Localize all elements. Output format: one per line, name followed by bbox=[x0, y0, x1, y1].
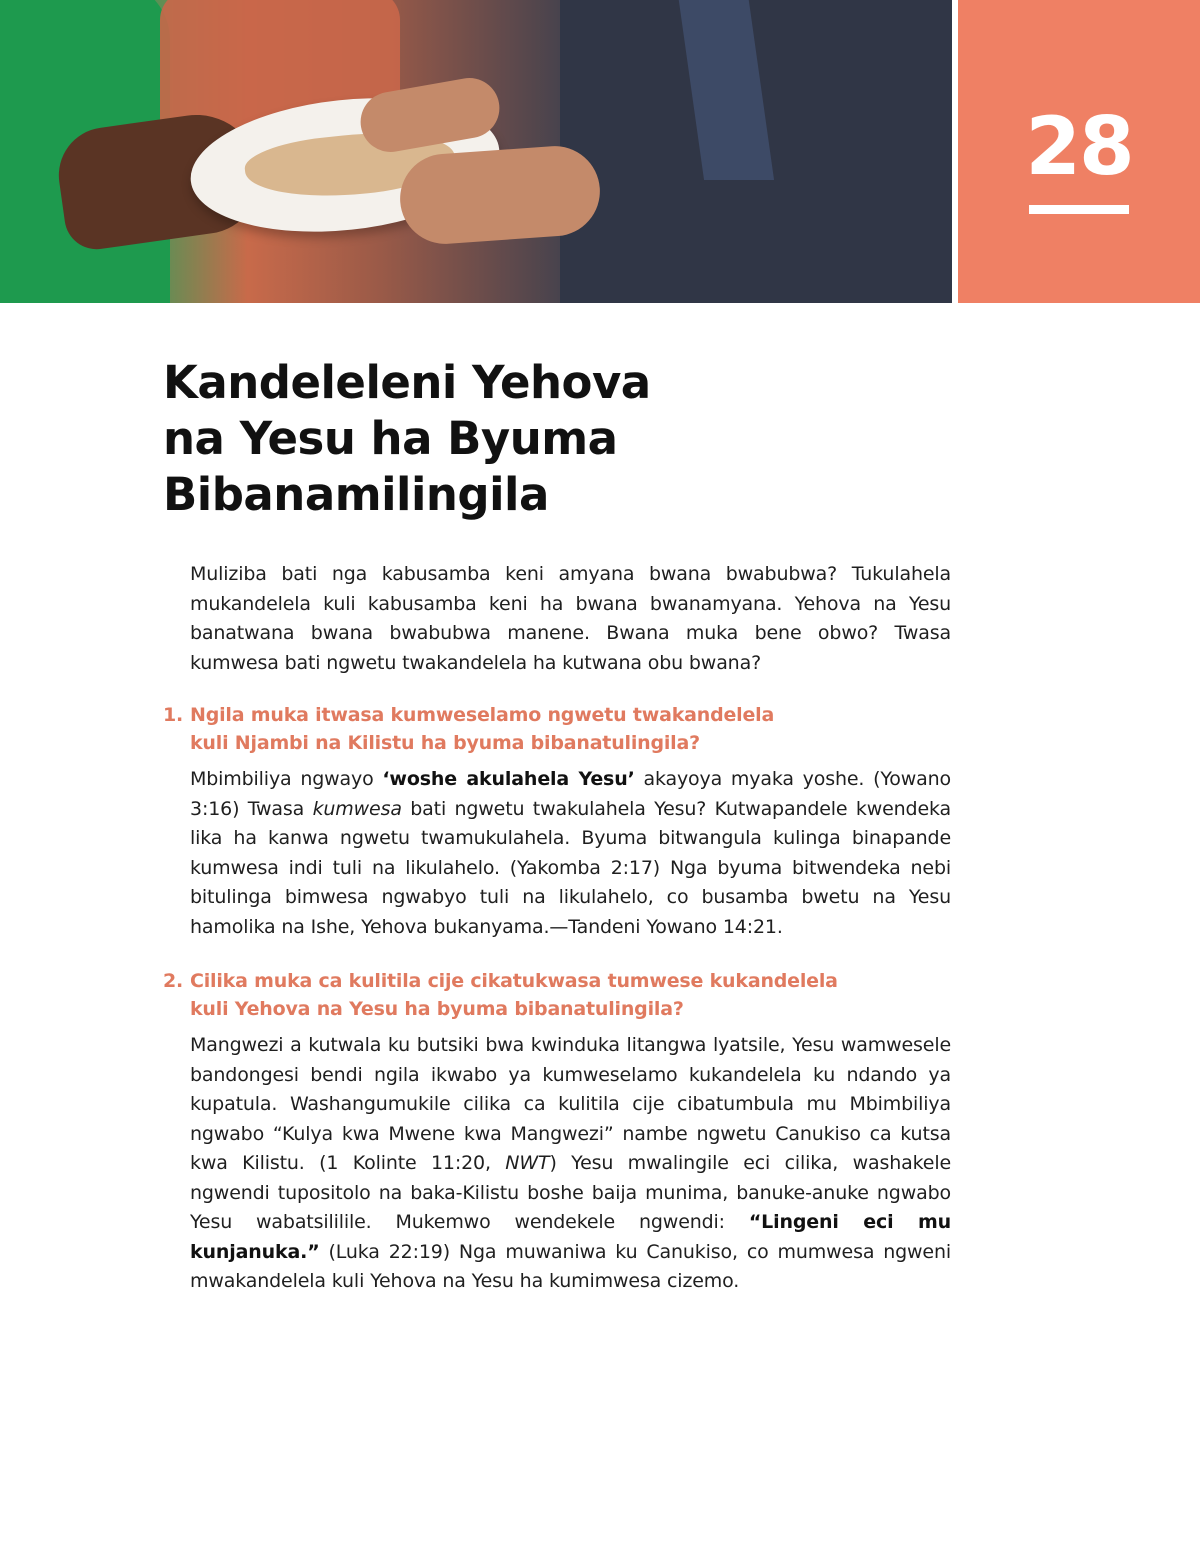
intro-paragraph: Muliziba bati nga kabusamba keni amyana bwana bwabubwa? Tukulahela mukandelela kuli kabusamba keni ha bwana bwanamyana. Yehova na Yesu banatwana bwana bwabubwa manene. Bwana muka bene obwo? Twasa kumwesa bati ngwetu twakandelela ha kutwana obu bwana? bbox=[190, 563, 951, 674]
italic-word: NWT bbox=[505, 1152, 550, 1174]
text-run: ) Yesu mwalingile eci cilika, washakele ngwendi tupositolo na baka-Kilistu boshe baija munima, banuke-anuke ngwabo Yesu wabatsililile. Mukemwo wendekele ngwendi: bbox=[190, 1152, 951, 1233]
question-text-line-1: Ngila muka itwasa kumweselamo ngwetu twakandelela bbox=[190, 704, 775, 726]
title-line-3: Bibanamilingila bbox=[163, 468, 549, 521]
answer-paragraph-2 bbox=[190, 1031, 951, 1297]
bold-quote: “Lingeni eci mu kunjanuka.” bbox=[190, 1211, 951, 1263]
text-run: bati ngwetu twakulahela Yesu? Kutwapandele kwendeka lika ha kanwa ngwetu twamukulahela. Byuma bitwangula kulinga binapande kumwesa indi tuli na likulahelo. (Yakomba 2:17) Nga byuma bitwendeka nebi bitulinga bimwesa ngwabyo tuli na likulahelo, co busamba bwetu na Yesu hamolika na Ishe, Yehova bukanyama.—Tandeni Yowano 14:21. bbox=[190, 797, 952, 938]
italic-word: kumwesa bbox=[312, 797, 402, 820]
page-title bbox=[163, 355, 803, 523]
answer-paragraph-1 bbox=[190, 765, 951, 942]
article-body bbox=[163, 560, 951, 1297]
lesson-number-box bbox=[958, 0, 1200, 303]
question-1 bbox=[163, 701, 951, 757]
header-photo bbox=[0, 0, 952, 303]
question-text-line-2: kuli Njambi na Kilistu ha byuma bibanatulingila? bbox=[190, 732, 700, 754]
bold-quote: ‘woshe akulahela Yesu’ bbox=[382, 768, 635, 790]
lesson-number: 28 bbox=[1025, 100, 1133, 193]
text-run: Mbimbiliya ngwayo bbox=[190, 768, 383, 790]
question-number: 1. bbox=[163, 704, 184, 726]
text-run: (Luka 22:19) Nga muwaniwa ku Canukiso, co mumwesa ngweni mwakandelela kuli Yehova na Yesu ha kumimwesa cizemo. bbox=[190, 1240, 951, 1292]
question-text-line-1: Cilika muka ca kulitila cije cikatukwasa tumwese kukandelela bbox=[190, 970, 838, 992]
text-run: akayoya myaka yoshe. (Yowano 3:16) Twasa bbox=[190, 768, 951, 820]
title-line-2: na Yesu ha Byuma bbox=[163, 412, 618, 465]
question-text-line-2: kuli Yehova na Yesu ha byuma bibanatulingila? bbox=[190, 998, 684, 1020]
photo-hand-right-bottom bbox=[397, 143, 603, 247]
text-run: Mangwezi a kutwala ku butsiki bwa kwinduka litangwa lyatsile, Yesu wamwesele bandongesi bendi ngila ikwabo ya kumweselamo kukandelela ku ndando ya kupatula. Washangumukile cilika ca kulitila cije cibatumbula mu Mbimbiliya ngwabo “Kulya kwa Mwene kwa Mangwezi” nambe ngwetu Canukiso ca kutsa kwa Kilistu. (1 Kolinte 11:20, bbox=[190, 1034, 951, 1174]
title-line-1: Kandeleleni Yehova bbox=[163, 356, 651, 409]
question-2 bbox=[163, 967, 951, 1023]
question-number: 2. bbox=[163, 970, 184, 992]
lesson-number-underline bbox=[1029, 205, 1129, 214]
